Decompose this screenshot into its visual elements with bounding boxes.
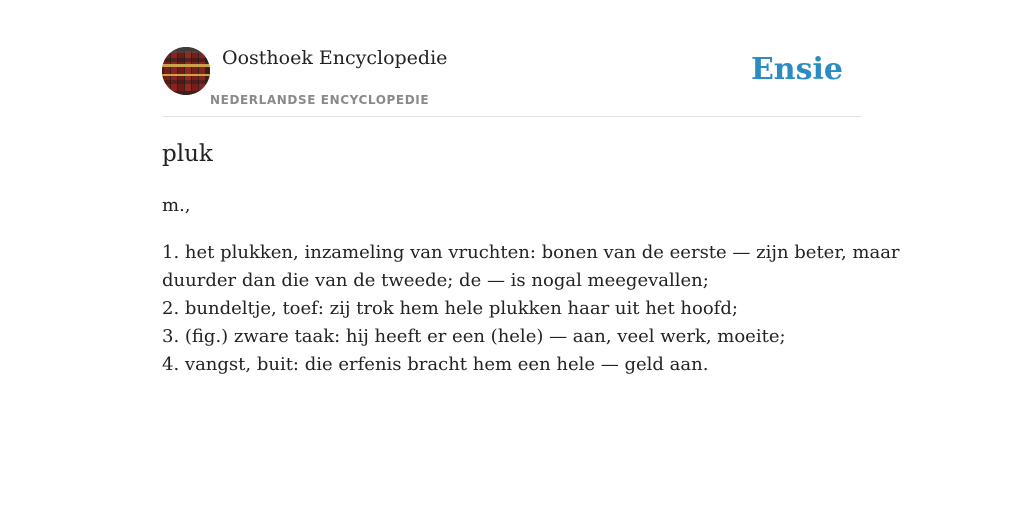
definition-line: 4. vangst, buit: die erfenis bracht hem een hele — geld aan. <box>162 354 709 375</box>
entry-grammar: m., <box>162 195 191 216</box>
site-title[interactable]: Oosthoek Encyclopedie <box>222 47 448 69</box>
definition-line: 1. het plukken, inzameling van vruchten: bonen van de eerste — zijn beter, maar <box>162 242 900 263</box>
site-header <box>162 46 862 117</box>
site-subtitle: NEDERLANDSE ENCYCLOPEDIE <box>210 93 430 107</box>
entry-definitions <box>162 239 900 379</box>
brand-logo[interactable]: Ensie <box>750 52 843 87</box>
definition-line: duurder dan die van de tweede; de — is nogal meegevallen; <box>162 270 709 291</box>
encyclopedia-books-icon[interactable] <box>162 47 210 95</box>
definition-line: 2. bundeltje, toef: zij trok hem hele plukken haar uit het hoofd; <box>162 298 738 319</box>
entry-title: pluk <box>162 141 213 167</box>
definition-line: 3. (fig.) zware taak: hij heeft er een (hele) — aan, veel werk, moeite; <box>162 326 786 347</box>
